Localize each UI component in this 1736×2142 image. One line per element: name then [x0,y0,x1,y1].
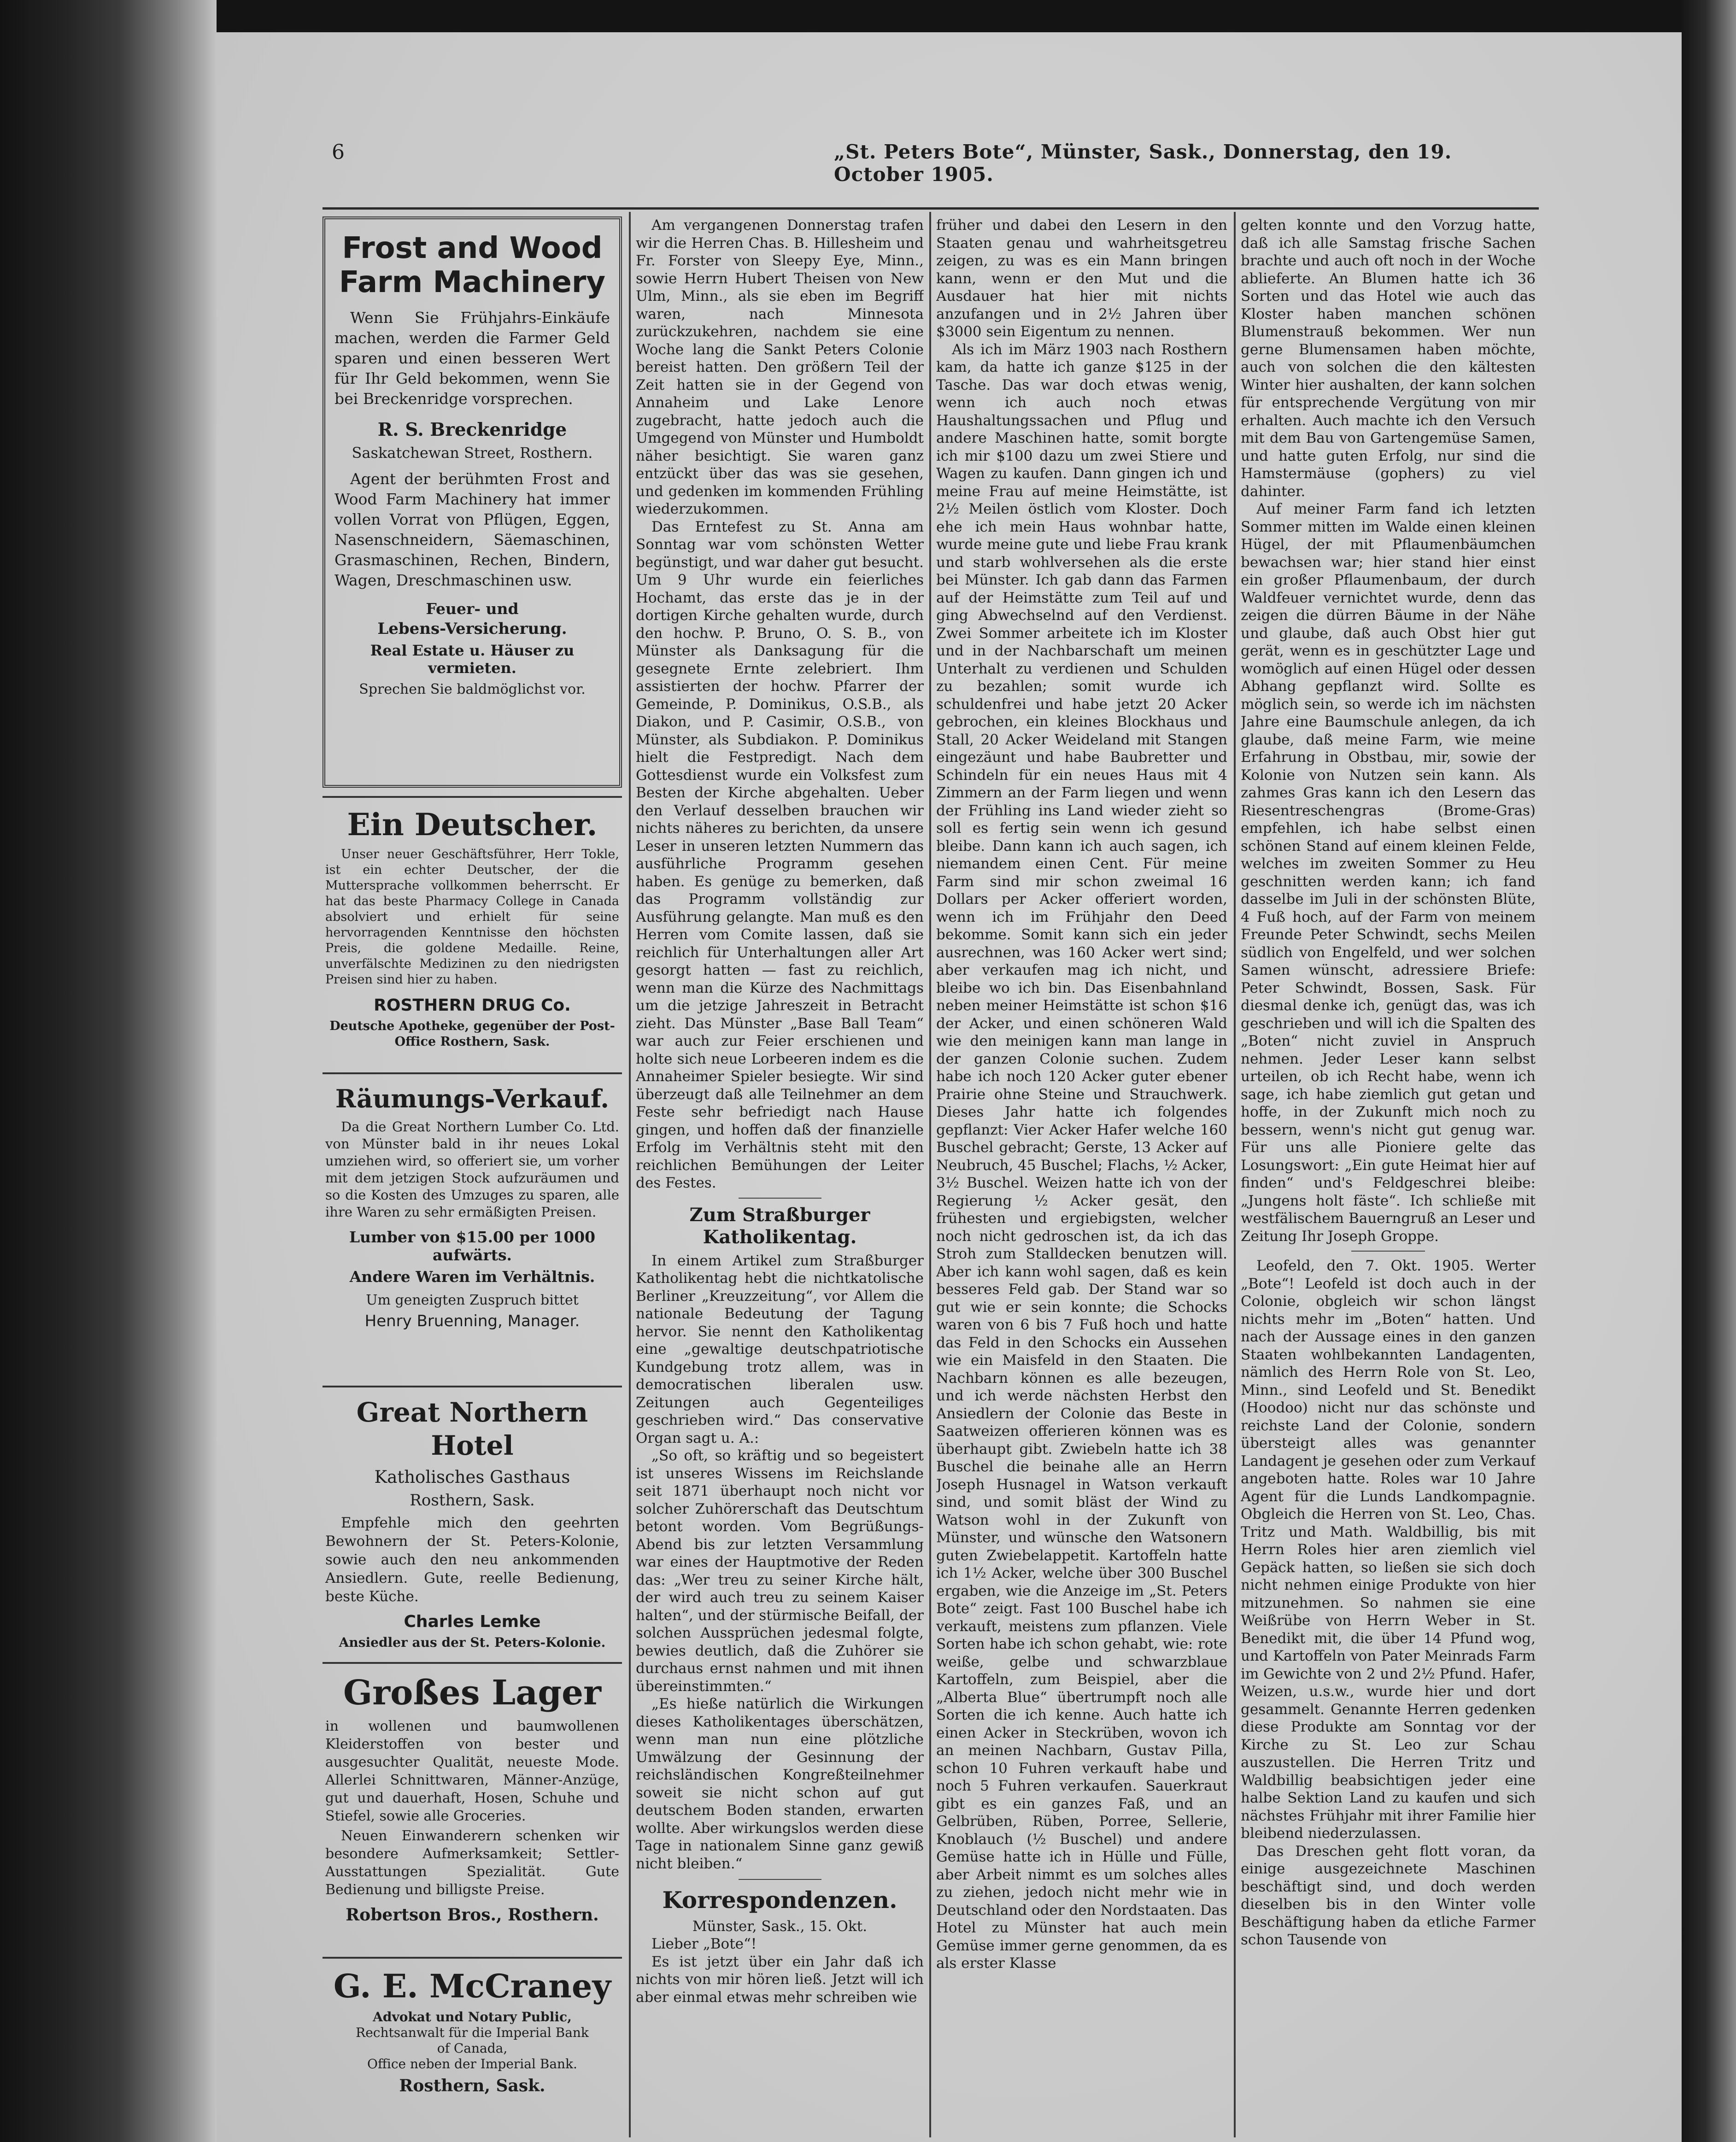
article-salutation: Lieber „Bote“! [651,1936,757,1952]
ad-real-estate: Real Estate u. Häuser zu vermieten. [370,642,575,677]
article-separator [739,1879,821,1880]
article-heading: Korrespondenzen. [662,1886,897,1914]
ad-name: R. S. Breckenridge [377,419,567,440]
ad-name: ROSTHERN DRUG Co. [374,996,571,1015]
column-divider [629,212,631,2137]
ad-name: Charles Lemke [404,1612,541,1631]
article-paragraph: Es ist jetzt über ein Jahr daß ich nichts von mir hören ließ. Jetzt will ich aber einmal etwas mehr schreiben wie [636,1953,924,2006]
article-dateline: Münster, Sask., 15. Okt. [692,1918,868,1935]
page-header [323,140,1520,186]
newspaper-masthead: „St. Peters Bote“, Münster, Sask., Donnerstag, den 19. October 1905. [834,140,1452,186]
ad-separator [323,1072,622,1074]
ad-line: Rosthern, Sask. [399,2076,545,2095]
ad-separator [323,1386,622,1387]
ad-insurance: Feuer- und [426,600,519,618]
ad-text: Da die Great Northern Lumber Co. Ltd. von Münster bald in ihr neues Lokal umziehen wird, so offeriert sie, um vorher mit dem jetzigen Stock aufzuräumen und so die Kosten des Umzuges zu sparen, alle ihre Waren zu sehr ermäßigten Preisen. [325,1119,619,1220]
ad-line: Rechtsanwalt für die Imperial Bank [356,2025,589,2040]
article-column-4 [1241,217,1536,2137]
article-separator [739,1198,821,1199]
article-column-3 [936,217,1227,2137]
ad-title: Ein Deutscher. [347,807,598,843]
column-divider [929,212,931,2137]
ad-footer: Ansiedler aus der St. Peters-Kolonie. [339,1635,606,1650]
ad-text: Wenn Sie Frühjahrs-Einkäufe machen, werden die Farmer Geld sparen und einen besseren Wert für Ihr Geld bekommen, wenn Sie bei Breckenridge vorsprechen. [334,309,610,408]
article-heading: Katholikentag. [703,1226,857,1248]
ad-subtitle: Katholisches Gasthaus [374,1467,570,1487]
page-number: 6 [332,140,345,164]
ad-title: Frost and Wood [342,231,603,265]
article-paragraph: früher und dabei den Lesern in den Staaten genau und wahrheitsgetreu zeigen, zu was es ein Mann bringen kann, wenn er den Mut und die Ausdauer hat hier mit nichts anzufangen und in 2½ Jahren über $3000 sein Eigentum zu nennen. [936,217,1227,340]
ad-name: Robertson Bros., Rosthern. [346,1905,599,1925]
article-paragraph: Am vergangenen Donnerstag trafen wir die Herren Chas. B. Hillesheim und Fr. Forster von Sleepy Eye, Minn., sowie Herrn Hubert Theisen von New Ulm, Minn., als sie eben im Begriff waren, nach Minnesota zurückzukehren, nachdem sie eine Woche lang die Sankt Peters Colonie bereist hatten. Den größern Teil der Zeit hatten sie in der Gegend von Annaheim und Lake Lenore zugebracht, hatte jedoch auch die Umgegend von Münster und Humboldt näher besichtigt. Sie waren ganz entzückt über das was sie gesehen, und gedenken im kommenden Frühling wiederzukommen. [636,217,924,517]
article-paragraph: Leofeld, den 7. Okt. 1905. Werter „Bote“! Leofeld ist doch auch in der Colonie, obgleich wir schon längst nichts mehr im „Boten“ hatten. Und nach der Aussage eines in den ganzen Staaten wohlbekannten Landagenten, nämlich des Herrn Role von St. Leo, Minn., sind Leofeld und St. Benedikt (Hoodoo) nicht nur das schönste und reichste Land der Colonie, sondern übersteigt alles was genannter Landagent je gesehen oder zum Verkauf angeboten hatte. Roles war 10 Jahre Agent für die Lunds Landkompagnie. Obgleich die Herren von St. Leo, Chas. Tritz und Math. Waldbillig, bis mit Herrn Roles hier aren ziemlich viel Gepäck hatten, so ließen sie sich doch nicht nehmen einige Produkte von hier mitzunehmen. So nahmen sie eine Weißrübe von Herrn Weber in St. Benedikt mit, die über 14 Pfund wog, und Kartoffeln von Pater Meinrads Farm im Gewichte von 2 und 2½ Pfund. Hafer, Weizen, u.s.w., wurde hier und dort gesammelt. Genannte Herren gedenken diese Produkte am Sonntag vor der Kirche zu St. Leo zur Schau auszustellen. Die Herren Tritz und Waldbillig beabsichtigen jeder eine halbe Sektion Land zu kaufen und sich nächstes Frühjahr mit ihrer Familie hier bleibend niederzulassen. [1241,1258,1536,1842]
ad-separator [323,796,622,798]
ads-column [323,217,622,2137]
ad-separator [323,1662,622,1664]
ad-title: Großes Lager [343,1673,602,1713]
article-paragraph: Auf meiner Farm fand ich letzten Sommer mitten im Walde einen kleinen Hügel, der mit Pflaumenbäumchen bewachsen war; hier stand hier einst ein großer Pflaumenbaum, der durch Waldfeuer vernichtet wurde, denn das zeigen die dürren Bäume in der Nähe und glaube, daß auch Obst hier gut gerät, wenn es in geschützter Lage und womöglich auf einen Hügel oder dessen Abhang gepflanzt wird. Sollte es möglich sein, so werde ich im nächsten Jahre eine Baumschule anlegen, da ich glaube, daß meine Farm, wie meine Erfahrung in Obstbau, mir, sowie der Kolonie von Nutzen sein kann. Als zahmes Gras kann ich den Lesern das Riesentreschengras (Brome-Gras) empfehlen, ich habe selbst einen schönen Stand auf einem kleinen Felde, welches im zweiten Sommer zu Heu geschnitten werden kann; ich fand dasselbe im Juli in der schönsten Blüte, 4 Fuß hoch, auf der Farm von meinem Freunde Peter Schwindt, sechs Meilen südlich von Engelfeld, und wer solchen Samen wünscht, adressiere Briefe: Peter Schwindt, Bossen, Sask. Für diesmal denke ich, genügt das, was ich geschrieben und will ich die Spalten des „Boten“ nicht zuviel in Anspruch nehmen. Jeder Leser kann selbst urteilen, ob ich Recht habe, wenn ich sage, ich habe ziemlich gut getan und hoffe, in der Zukunft mich noch zu bessern, wenn's nicht gut genug war. Für uns alle Pioniere gelte das Losungswort: „Ein gute Heimat hier auf finden“ und's Feldgeschrei bleibe: „Jungens holt fäste“. Ich schließe mit westfälischem Bauerngruß an Leser und Zeitung Ihr Joseph Groppe. [1241,501,1536,1245]
ad-text: Agent der berühmten Frost and Wood Farm Machinery hat immer vollen Vorrat von Pflügen, Eggen, Nasenschneidern, Säemaschinen, Grasmaschinen, Rechen, Bindern, Wagen, Dreschmaschinen usw. [334,470,610,589]
article-heading: Zum Straßburger [689,1204,870,1226]
book-left-edge [0,0,217,2142]
ad-text: Empfehle mich den geehrten Bewohnern der St. Peters-Kolonie, sowie auch den neu ankommenden Ansiedlern. Gute, reelle Bedienung, beste Küche. [325,1515,619,1605]
ad-price: Andere Waren im Verhältnis. [349,1268,595,1286]
ad-place: Rosthern, Sask. [410,1491,535,1510]
ad-title: Great Northern Hotel [356,1397,588,1461]
ad-lager [323,1672,622,1949]
article-paragraph: „So oft, so kräftig und so begeistert ist unseres Wissens im Reichslande seit 1871 überhaupt noch nicht vor solcher Zuhörerschaft das Deutschtum betont worden. Vom Begrüßungs-Abend bis zur letzten Versammlung war eines der Hauptmotive der Reden das: „Wer treu zu seiner Kirche hält, der wird auch treu zu seinem Kaiser halten“, und der stürmische Beifall, der solchen Aussprüchen jedesmal folgte, bewies deutlich, daß die Zuhörer sie durchaus ernst nahmen und mit ihnen übereinstimmten.“ [636,1447,924,1695]
ad-footer: Deutsche Apotheke, gegenüber der Post-Office Rosthern, Sask. [329,1019,615,1049]
article-column-2 [636,217,924,2137]
ad-hotel [323,1396,622,1654]
ad-price: Lumber von $15.00 per 1000 [349,1228,596,1246]
ad-title: G. E. McCraney [333,1967,611,2005]
ad-text: Neuen Einwanderern schenken wir besondere Aufmerksamkeit; Settler-Ausstattungen Spezialität. Gute Bedienung und billigste Preise. [325,1828,619,1898]
ad-mccraney [323,1967,622,2096]
ad-closing: Sprechen Sie baldmöglichst vor. [359,681,586,697]
ad-separator [323,1957,622,1959]
ad-insurance: Lebens-Versicherung. [377,620,567,638]
ad-raeumung [323,1083,622,1377]
ad-line: Office neben der Imperial Bank. [367,2056,577,2072]
article-paragraph: Als ich im März 1903 nach Rosthern kam, da hatte ich ganze $125 in der Tasche. Das war doch etwas wenig, wenn ich auch noch etwas Haushaltungssachen und Pflug und andere Maschinen hatte, somit borgte ich mir $100 dazu um zwei Stiere und Wagen zu kaufen. Dann gingen ich und meine Frau auf meine Heimstätte, ist 2½ Meilen östlich vom Kloster. Doch ehe ich mein Haus wohnbar hatte, wurde meine gute und liebe Frau krank und starb wohlversehen als die erste bei Münster. Ich gab dann das Farmen auf der Heimstätte zum Teil auf und ging Abwechselnd auf den Verdienst. Zwei Sommer arbeitete ich im Kloster und in der Nachbarschaft um meinen Unterhalt zu verdienen und Schulden zu bezahlen; somit wurde ich schuldenfrei und habe jetzt 20 Acker gebrochen, ein kleines Blockhaus und Stall, 20 Acker Weideland mit Stangen eingezäunt und habe Baubretter und Schindeln für ein neues Haus mit 4 Zimmern an der Farm liegen und wenn der Frühling ins Land wieder zieht so soll es fertig sein wenn ich gesund bleibe. Dann kann ich auch sagen, ich niemandem einen Cent. Für meine Farm sind mir schon zweimal 16 Dollars per Acker offeriert worden, wenn ich im Frühjahr den Deed bekomme. Somit kann sich ein jeder ausrechnen, was 160 Acker wert sind; aber verkaufen mag ich nicht, und bleibe wo ich bin. Das Eisenbahnland neben meiner Heimstätte ist schon $16 der Acker, und einen schöneren Wald wie den meinigen kann man lange in der ganzen Colonie suchen. Zudem habe ich noch 120 Acker guter ebener Prairie ohne Steine und Strauchwerk. Dieses Jahr hatte ich folgendes gepflanzt: Vier Acker Hafer welche 160 Buschel gebracht; Gerste, 13 Acker auf Neubruch, 45 Buschel; Flachs, ½ Acker, 3½ Buschel. Weizen hatte ich von der Regierung ½ Acker gesät, den frühesten und ergiebigsten, welcher noch nicht gedroschen ist, da ich das Stroh zum Stalldecken benutzen will. Aber ich kann wohl sagen, daß es kein besseres Feld gab. Der Stand war so gut wie er sein konnte; die Schocks waren von 6 bis 7 Fuß hoch und hatte das Feld in den Schocks ein Aussehen wie ein Maisfeld in den Staaten. Die Nachbarn können es alle bezeugen, und ich werde nächsten Herbst den Ansiedlern der Colonie das Beste in Saatweizen offerieren können was es überhaupt gibt. Zwiebeln hatte ich 38 Buschel die beinahe alle an Herrn Joseph Husnagel in Watson verkauft sind, und somit bläst der Wind zu Watson wohl in der Zukunft von Münster, und wünsche den Watsonern guten Zwiebelappetit. Kartoffeln hatte ich 1½ Acker, welche über 300 Buschel ergaben, wie die Anzeige im „St. Peters Bote“ zeigt. Fast 100 Buschel habe ich verkauft, meistens zum pflanzen. Viele Sorten habe ich schon gehabt, wie: rote weiße, gelbe und schwarzblaue Kartoffeln, zum Beispiel, aber die „Alberta Blue“ übertrumpft noch alle Sorten die ich kenne. Auch hatte ich einen Acker in Steckrüben, wovon ich an meinen Nachbarn, Gustav Pilla, schon 10 Fuhren verkauft habe und noch 5 Fuhren verkaufen. Sauerkraut gibt es ein ganzes Faß, und an Gelbrüben, Rüben, Porree, Sellerie, Knoblauch (½ Buschel) und andere Gemüse hatte ich in Hülle und Fülle, aber Arbeit nimmt es um solches alles zu ziehen, jedoch nicht mehr wie in Deutschland oder den Nordstaaten. Das Hotel zu Münster hat auch mein Gemüse immer gerne genommen, da es als erster Klasse [936,341,1227,1972]
article-paragraph: gelten konnte und den Vorzug hatte, daß ich alle Samstag frische Sachen brachte und auch oft noch in der Woche ablieferte. An Blumen hatte ich 36 Sorten und das Hotel wie auch das Kloster haben manchen schönen Blumenstrauß bekommen. Wer nun gerne Blumensamen haben möchte, auch von solchen die den kältesten Winter hier aushalten, der kann solchen für entsprechende Vergütung von mir erhalten. Auch machte ich den Versuch mit dem Bau von Gartengemüse Samen, und hatte guten Erfolg, nur sind die Hamstermäuse (gophers) zu viel dahinter. [1241,217,1536,500]
article-paragraph: „Es hieße natürlich die Wirkungen dieses Katholikentages überschätzen, wenn man nun eine plötzliche Umwälzung der Gesinnung der reichsländischen Kongreßteilnehmer soweit sie nicht schon auf gut deutschem Boden standen, erwarten wollte. Aber wirkungslos werden diese Tage in nationalem Sinne ganz gewiß nicht bleiben.“ [636,1696,924,1872]
ad-title: Farm Machinery [339,265,606,299]
ad-address: Saskatchewan Street, Rosthern. [352,444,593,462]
ad-closing: Um geneigten Zuspruch bittet [366,1292,579,1308]
article-separator [1351,1251,1425,1252]
ad-name: Henry Bruenning, Manager. [364,1312,580,1330]
ad-text: in wollenen und baumwollenen Kleiderstoffen von bester und ausgesuchter Qualität, neueste Mode. Allerlei Schnittwaren, Männer-Anzüge, gut und dauerhaft, Hosen, Schuhe und Stiefel, sowie alle Groceries. [325,1718,619,1824]
article-paragraph: Das Dreschen geht flott voran, da einige ausgezeichnete Maschinen beschäftigt sind, und doch werden dieselben bis in den Winter volle Beschäftigung haben da etliche Farmer schon Tausende von [1241,1843,1536,1948]
ad-text: Unser neuer Geschäftsführer, Herr Tokle, ist ein echter Deutscher, der die Muttersprache vollkommen beherrscht. Er hat das beste Pharmacy College in Canada absolviert und erhielt für seine hervorragenden Kenntnisse den höchsten Preis, die goldene Medaille. Reine, unverfälschte Medizinen zu den niedrigsten Preisen sind hier zu haben. [325,847,619,987]
newspaper-page [217,32,1682,2142]
article-paragraph: In einem Artikel zum Straßburger Katholikentag hebt die nichtkatolische Berliner „Kreuzzeitung“, vor Allem die nationale Bedeutung der Tagung hervor. Sie nennt den Katholikentag eine „gewaltige deutschpatriotische Kundgebung trotz allem, was in democratischen liberalen usw. Zeitungen auch Gegenteiliges geschrieben wird.“ Das conservative Organ sagt u. A.: [636,1252,924,1446]
book-right-edge [1681,0,1736,2142]
ad-frost-wood [323,217,622,788]
header-rule [323,207,1539,210]
ad-price: aufwärts. [432,1246,512,1264]
ad-ein-deutscher [323,806,622,1064]
ad-line: of Canada, [437,2041,508,2056]
article-paragraph: Das Erntefest zu St. Anna am Sonntag war vom schönsten Wetter begünstigt, und war daher gut besucht. Um 9 Uhr wurde ein feierliches Hochamt, das erste das je in der dortigen Kirche gehalten wurde, durch den hochw. P. Bruno, O. S. B., von Münster als Danksagung für die gesegnete Ernte zelebriert. Ihm assistierten der hochw. Pfarrer der Gemeinde, P. Dominikus, O.S.B., als Diakon, und P. Casimir, O.S.B., von Münster, als Subdiakon. P. Dominikus hielt die Festpredigt. Nach dem Gottesdienst wurde ein Volksfest zum Besten der Kirche abgehalten. Ueber den Verlauf desselben brauchen wir nichts näheres zu berichten, da unsere Leser in unseren letzten Nummern das ausführliche Programm gesehen haben. Es genüge zu bemerken, daß das Programm vollständig zur Ausführung gelangte. Man muß es den Herren vom Comite lassen, daß sie reichlich für Unterhaltungen aller Art gesorgt hatten — fast zu reichlich, wenn man die Kürze des Nachmittags um die jetzige Jahreszeit in Betracht zieht. Das Münster „Base Ball Team“ war auch zur Feier erschienen und holte sich neue Lorbeeren indem es die Annaheimer Spieler besiegte. Wir sind überzeugt daß alle Teilnehmer an dem Feste sehr befriedigt nach Hause gingen, und hoffen daß der finanzielle Erfolg im Verhältnis steht mit den reichlichen Bemühungen der Leiter des Festes. [636,518,924,1191]
column-divider [1234,212,1236,2137]
ad-title: Räumungs-Verkauf. [335,1084,610,1113]
ad-line: Advokat und Notary Public, [373,2009,572,2025]
